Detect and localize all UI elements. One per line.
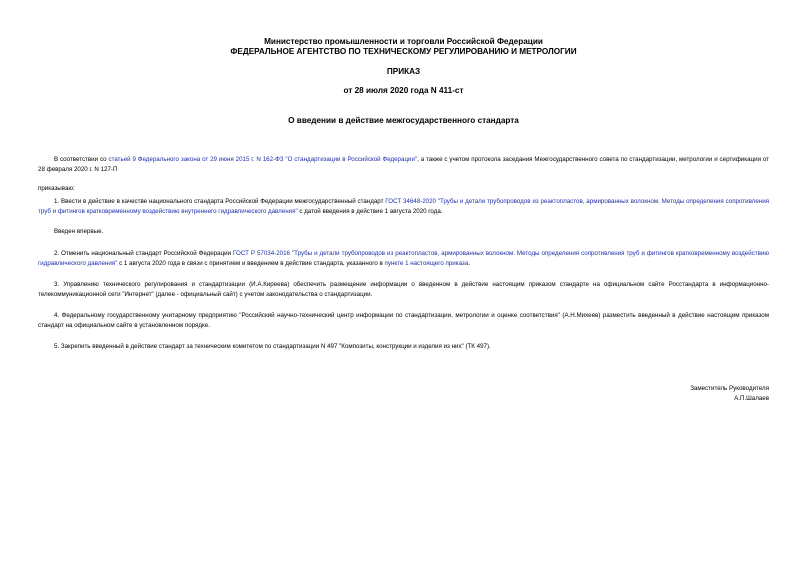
text-fragment: с датой введения в действие 1 августа 2020 года.: [297, 208, 443, 216]
signatory-position: Заместитель Руководителя: [690, 385, 769, 392]
item-1-reference-link[interactable]: пункте 1 настоящего приказа: [384, 260, 469, 268]
text-fragment: 2. Отменить национальный стандарт Российской Федерации: [54, 250, 234, 257]
ministry-name: Министерство промышленности и торговли Российской Федерации: [264, 37, 543, 46]
text-fragment: .: [468, 260, 470, 268]
law-article-link[interactable]: статьей 9 Федерального закона от 29 июня 2015 г. N 162-ФЗ "О стандартизации в Российской Федерации": [108, 156, 418, 163]
paragraph-item-2: [38, 249, 769, 270]
paragraph-item-1: [38, 197, 769, 218]
signatory-name: А.П.Шалаев: [734, 395, 769, 402]
agency-name: ФЕДЕРАЛЬНОЕ АГЕНТСТВО ПО ТЕХНИЧЕСКОМУ РЕГУЛИРОВАНИЮ И МЕТРОЛОГИИ: [230, 47, 577, 56]
paragraph-item-4: 4. Федеральному государственному унитарному предприятию "Российский научно-технический центр информации по стандартизации, метрологии и оценке соответствия" (А.Н.Михеев) разместить введенный в действие настоящим приказом стандарт на официальном сайте в установленном порядке.: [38, 312, 769, 330]
document-type: ПРИКАЗ: [386, 67, 421, 76]
paragraph-order-word: приказываю:: [38, 185, 75, 192]
text-fragment: В соответствии со: [54, 156, 109, 163]
document-date-number: от 28 июля 2020 года N 411-ст: [343, 86, 464, 95]
paragraph-preamble: [38, 155, 769, 176]
gost-34648-link[interactable]: ГОСТ 34648-2020 "Трубы и детали трубопроводов из реактопластов, армированных волокном. Методы определения сопротивления труб и фитингов кратковременному воздействию внутреннего гидравлического давления": [38, 198, 769, 216]
paragraph-item-5: 5. Закрепить введенный в действие стандарт за техническим комитетом по стандартизации N 497 "Композиты, конструкции и изделия из них" (ТК 497).: [54, 343, 491, 350]
text-fragment: с 1 августа 2020 года в связи с принятием и введением в действие стандарта, указанного в: [117, 260, 385, 268]
gost-r-57034-link[interactable]: ГОСТ Р 57034-2016 "Трубы и детали трубопроводов из реактопластов, армированных волокном. Методы определения сопротивления труб и фитингов кратковременному воздействию гидравлического давления": [38, 250, 770, 268]
text-fragment: , а также с учетом протокола заседания Межгосударственного совета по стандартизации, метрологии и сертификации от 28 февраля 2020 г. N 127-П: [38, 156, 769, 174]
paragraph-introduced-first: Введен впервые.: [54, 228, 104, 235]
document-title: О введении в действие межгосударственного стандарта: [288, 116, 519, 125]
text-fragment: 1. Ввести в действие в качестве национального стандарта Российской Федерации межгосударственный стандарт: [54, 198, 386, 205]
paragraph-item-3: 3. Управлению технического регулирования и стандартизации (И.А.Киреева) обеспечить размещение информации о введенном в действие настоящим приказом стандарте на официальном сайте Росстандарта в информационно-телекоммуникационной сети "Интернет" (далее - официальный сайт) с учетом законодательства о стандартизации.: [38, 281, 769, 299]
